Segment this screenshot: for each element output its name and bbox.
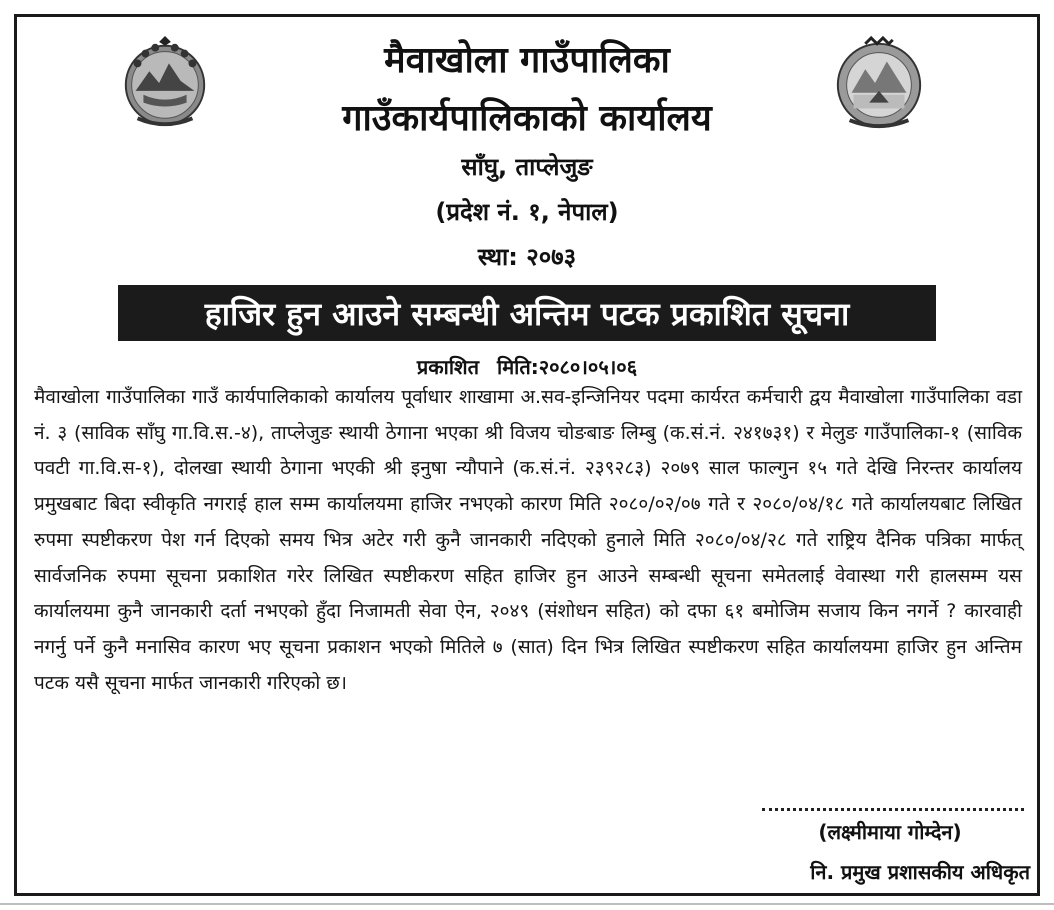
published-date-line xyxy=(0,353,1054,380)
province-line: (प्रदेश नं. १, नेपाल) xyxy=(435,198,619,226)
municipality-name: मैवाखोला गाउँपालिका xyxy=(384,40,670,81)
published-label: प्रकाशित xyxy=(416,355,480,379)
office-location: साँघु, ताप्लेजुङ xyxy=(461,153,593,181)
office-name: गाउँकार्यपालिकाको कार्यालय xyxy=(342,98,712,139)
establishment-year: स्था: २०७३ xyxy=(477,243,577,271)
bottom-divider xyxy=(0,903,1054,905)
signatory-title: नि. प्रमुख प्रशासकीय अधिकृत xyxy=(810,860,1030,884)
signatory-name: (लक्ष्मीमाया गोम्देन) xyxy=(818,820,962,844)
signature-line xyxy=(762,788,1024,811)
notice-body: मैवाखोला गाउँपालिका गाउँ कार्यपालिकाको कार्यालय पूर्वाधार शाखामा अ.सव-इन्जिनियर पदमा कार्यरत कर्मचारी द्वय मैवाखोला गाउँपालिका वडा नं. ३ (साविक साँघु गा.वि.स.-४), ताप्लेजुङ स्थायी ठेगाना भएका श्री विजय चोङबाङ लिम्बु (क.सं.नं. २४१७३१) र मेलुङ गाउँपालिका-१ (साविक पवटी गा.वि.स-१), दोलखा स्थायी ठेगाना भएकी श्री इनुषा न्यौपाने (क.सं.नं. २३९२८३) २०७९ साल फाल्गुन १५ गते देखि निरन्तर कार्यालय प्रमुखबाट बिदा स्वीकृति नगराई हाल सम्म कार्यालयमा हाजिर नभएको कारण मिति २०८०/०२/०७ गते र २०८०/०४/१८ गते कार्यालयबाट लिखित रुपमा स्पष्टीकरण पेश गर्न दिएको समय भित्र अटेर गरी कुनै जानकारी नदिएको हुनाले मिति २०८०/०४/२८ गते राष्ट्रिय दैनिक पत्रिका मार्फत् सार्वजनिक रुपमा सूचना प्रकाशित गरेर लिखित स्पष्टीकरण सहित हाजिर हुन आउने सम्बन्धी सूचना समेतलाई वेवास्था गरी हालसम्म यस कार्यालयमा कुनै जानकारी दर्ता नभएको हुँदा निजामती सेवा ऐन, २०४९ (संशोधन सहित) को दफा ६१ बमोजिम सजाय किन नगर्ने ? कारवाही नगर्नु पर्ने कुनै मनासिव कारण भए सूचना प्रकाशन भएको मितिले ७ (सात) दिन भित्र लिखित स्पष्टीकरण सहित कार्यालयमा हाजिर हुन अन्तिम पटक यसै सूचना मार्फत जानकारी गरिएको छ। xyxy=(34,386,1022,694)
notice-title: हाजिर हुन आउने सम्बन्धी अन्तिम पटक प्रकाशित सूचना xyxy=(204,294,850,333)
notice-title-banner xyxy=(118,285,936,341)
published-date: मिति:२०८०।०५।०६ xyxy=(497,355,638,379)
